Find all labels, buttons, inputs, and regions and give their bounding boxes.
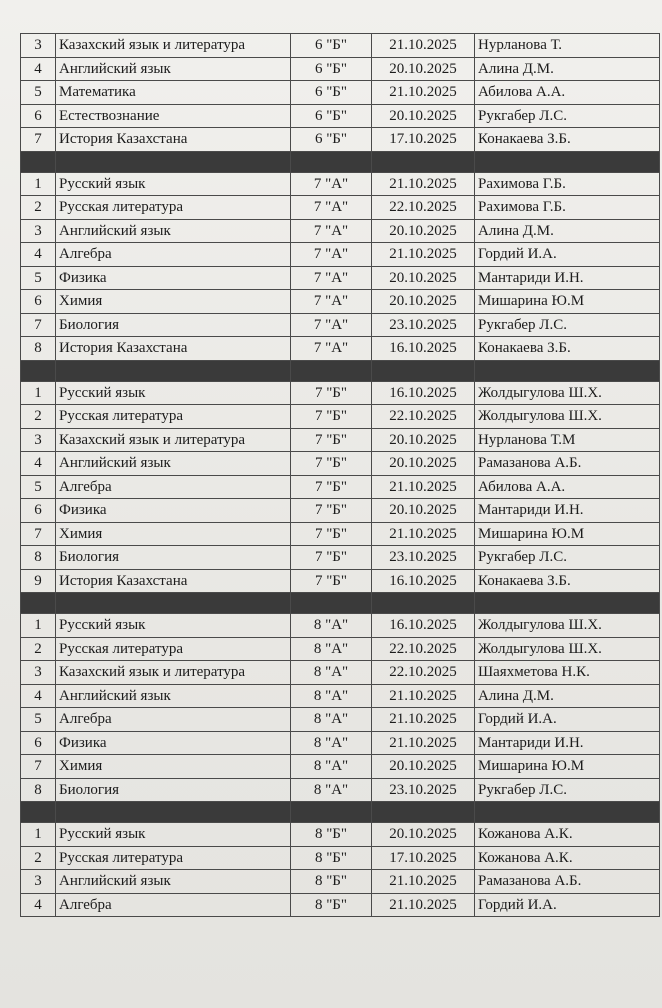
class-cell: 6 "Б"	[291, 57, 372, 81]
separator-cell	[372, 360, 475, 381]
table-row	[21, 708, 660, 732]
class-cell: 7 "А"	[291, 219, 372, 243]
class-cell: 8 "А"	[291, 637, 372, 661]
separator-cell	[21, 360, 56, 381]
class-cell: 8 "А"	[291, 661, 372, 685]
row-number: 4	[21, 893, 56, 917]
subject-cell: Английский язык	[56, 57, 291, 81]
table-row	[21, 381, 660, 405]
table-row	[21, 128, 660, 152]
date-cell: 20.10.2025	[372, 452, 475, 476]
table-row	[21, 546, 660, 570]
separator-cell	[21, 802, 56, 823]
row-number: 7	[21, 755, 56, 779]
table-row	[21, 337, 660, 361]
table-row	[21, 172, 660, 196]
separator-cell	[372, 151, 475, 172]
class-cell: 8 "А"	[291, 708, 372, 732]
date-cell: 16.10.2025	[372, 381, 475, 405]
row-number: 1	[21, 172, 56, 196]
subject-cell: Русская литература	[56, 846, 291, 870]
subject-cell: Алгебра	[56, 708, 291, 732]
row-number: 2	[21, 846, 56, 870]
class-cell: 7 "А"	[291, 313, 372, 337]
subject-cell: Биология	[56, 778, 291, 802]
teacher-cell: Гордий И.А.	[475, 708, 660, 732]
date-cell: 20.10.2025	[372, 823, 475, 847]
subject-cell: Химия	[56, 290, 291, 314]
row-number: 7	[21, 522, 56, 546]
subject-cell: Химия	[56, 755, 291, 779]
date-cell: 22.10.2025	[372, 405, 475, 429]
schedule-table-body	[21, 34, 660, 917]
subject-cell: Английский язык	[56, 684, 291, 708]
table-row	[21, 755, 660, 779]
date-cell: 21.10.2025	[372, 172, 475, 196]
class-cell: 8 "А"	[291, 614, 372, 638]
table-row	[21, 731, 660, 755]
subject-cell: Русский язык	[56, 381, 291, 405]
class-cell: 8 "А"	[291, 755, 372, 779]
date-cell: 20.10.2025	[372, 266, 475, 290]
date-cell: 21.10.2025	[372, 522, 475, 546]
separator-cell	[475, 802, 660, 823]
teacher-cell: Рамазанова А.Б.	[475, 870, 660, 894]
table-row	[21, 893, 660, 917]
table-row	[21, 290, 660, 314]
date-cell: 16.10.2025	[372, 614, 475, 638]
separator-cell	[56, 151, 291, 172]
row-number: 7	[21, 128, 56, 152]
teacher-cell: Рамазанова А.Б.	[475, 452, 660, 476]
separator-cell	[475, 593, 660, 614]
subject-cell: Русский язык	[56, 172, 291, 196]
date-cell: 20.10.2025	[372, 499, 475, 523]
date-cell: 22.10.2025	[372, 661, 475, 685]
table-row	[21, 614, 660, 638]
teacher-cell: Абилова А.А.	[475, 475, 660, 499]
table-row	[21, 452, 660, 476]
row-number: 9	[21, 569, 56, 593]
row-number: 5	[21, 81, 56, 105]
row-number: 7	[21, 313, 56, 337]
separator-cell	[372, 802, 475, 823]
date-cell: 21.10.2025	[372, 731, 475, 755]
subject-cell: Английский язык	[56, 870, 291, 894]
table-row	[21, 243, 660, 267]
class-cell: 7 "А"	[291, 290, 372, 314]
row-number: 5	[21, 266, 56, 290]
subject-cell: История Казахстана	[56, 128, 291, 152]
date-cell: 23.10.2025	[372, 778, 475, 802]
row-number: 5	[21, 475, 56, 499]
teacher-cell: Жолдыгулова Ш.Х.	[475, 405, 660, 429]
teacher-cell: Жолдыгулова Ш.Х.	[475, 637, 660, 661]
row-number: 2	[21, 196, 56, 220]
separator-cell	[291, 593, 372, 614]
teacher-cell: Мантариди И.Н.	[475, 731, 660, 755]
table-row	[21, 313, 660, 337]
teacher-cell: Шаяхметова Н.К.	[475, 661, 660, 685]
subject-cell: Физика	[56, 731, 291, 755]
table-row	[21, 475, 660, 499]
table-row	[21, 684, 660, 708]
subject-cell: Естествознание	[56, 104, 291, 128]
table-row	[21, 81, 660, 105]
class-cell: 7 "А"	[291, 196, 372, 220]
group-separator	[21, 593, 660, 614]
date-cell: 23.10.2025	[372, 313, 475, 337]
class-cell: 7 "Б"	[291, 452, 372, 476]
subject-cell: Физика	[56, 266, 291, 290]
date-cell: 16.10.2025	[372, 569, 475, 593]
subject-cell: Алгебра	[56, 475, 291, 499]
teacher-cell: Алина Д.М.	[475, 684, 660, 708]
table-row	[21, 266, 660, 290]
teacher-cell: Мишарина Ю.М	[475, 755, 660, 779]
date-cell: 23.10.2025	[372, 546, 475, 570]
row-number: 6	[21, 104, 56, 128]
class-cell: 7 "А"	[291, 172, 372, 196]
row-number: 4	[21, 452, 56, 476]
date-cell: 20.10.2025	[372, 755, 475, 779]
class-cell: 8 "Б"	[291, 893, 372, 917]
teacher-cell: Мантариди И.Н.	[475, 499, 660, 523]
group-separator	[21, 151, 660, 172]
subject-cell: Математика	[56, 81, 291, 105]
date-cell: 21.10.2025	[372, 684, 475, 708]
table-row	[21, 405, 660, 429]
class-cell: 6 "Б"	[291, 104, 372, 128]
teacher-cell: Нурланова Т.М	[475, 428, 660, 452]
subject-cell: Русский язык	[56, 823, 291, 847]
teacher-cell: Рахимова Г.Б.	[475, 196, 660, 220]
row-number: 2	[21, 405, 56, 429]
subject-cell: Английский язык	[56, 452, 291, 476]
row-number: 6	[21, 731, 56, 755]
table-row	[21, 34, 660, 58]
subject-cell: Русская литература	[56, 405, 291, 429]
teacher-cell: Мишарина Ю.М	[475, 290, 660, 314]
teacher-cell: Абилова А.А.	[475, 81, 660, 105]
teacher-cell: Жолдыгулова Ш.Х.	[475, 614, 660, 638]
separator-cell	[56, 593, 291, 614]
table-row	[21, 637, 660, 661]
row-number: 6	[21, 499, 56, 523]
teacher-cell: Рукгабер Л.С.	[475, 104, 660, 128]
subject-cell: Физика	[56, 499, 291, 523]
date-cell: 21.10.2025	[372, 708, 475, 732]
date-cell: 21.10.2025	[372, 34, 475, 58]
class-cell: 8 "А"	[291, 731, 372, 755]
class-cell: 7 "Б"	[291, 499, 372, 523]
teacher-cell: Конакаева З.Б.	[475, 569, 660, 593]
row-number: 3	[21, 219, 56, 243]
subject-cell: История Казахстана	[56, 337, 291, 361]
date-cell: 22.10.2025	[372, 637, 475, 661]
subject-cell: Биология	[56, 546, 291, 570]
teacher-cell: Жолдыгулова Ш.Х.	[475, 381, 660, 405]
separator-cell	[372, 593, 475, 614]
teacher-cell: Мантариди И.Н.	[475, 266, 660, 290]
group-separator	[21, 802, 660, 823]
row-number: 6	[21, 290, 56, 314]
teacher-cell: Нурланова Т.	[475, 34, 660, 58]
date-cell: 20.10.2025	[372, 219, 475, 243]
date-cell: 20.10.2025	[372, 290, 475, 314]
teacher-cell: Конакаева З.Б.	[475, 337, 660, 361]
table-row	[21, 522, 660, 546]
separator-cell	[291, 802, 372, 823]
row-number: 4	[21, 684, 56, 708]
date-cell: 16.10.2025	[372, 337, 475, 361]
table-row	[21, 569, 660, 593]
subject-cell: История Казахстана	[56, 569, 291, 593]
class-cell: 6 "Б"	[291, 128, 372, 152]
subject-cell: Казахский язык и литература	[56, 661, 291, 685]
date-cell: 21.10.2025	[372, 870, 475, 894]
class-cell: 7 "Б"	[291, 428, 372, 452]
class-cell: 7 "А"	[291, 243, 372, 267]
teacher-cell: Конакаева З.Б.	[475, 128, 660, 152]
row-number: 8	[21, 546, 56, 570]
teacher-cell: Гордий И.А.	[475, 243, 660, 267]
date-cell: 21.10.2025	[372, 475, 475, 499]
subject-cell: Английский язык	[56, 219, 291, 243]
class-cell: 7 "Б"	[291, 522, 372, 546]
table-row	[21, 661, 660, 685]
date-cell: 20.10.2025	[372, 57, 475, 81]
table-row	[21, 870, 660, 894]
class-cell: 7 "Б"	[291, 569, 372, 593]
schedule-table	[20, 33, 660, 917]
table-row	[21, 499, 660, 523]
table-row	[21, 428, 660, 452]
class-cell: 8 "Б"	[291, 846, 372, 870]
subject-cell: Химия	[56, 522, 291, 546]
class-cell: 7 "Б"	[291, 475, 372, 499]
subject-cell: Алгебра	[56, 893, 291, 917]
date-cell: 21.10.2025	[372, 893, 475, 917]
table-row	[21, 104, 660, 128]
separator-cell	[291, 360, 372, 381]
class-cell: 7 "А"	[291, 266, 372, 290]
teacher-cell: Кожанова А.К.	[475, 823, 660, 847]
row-number: 3	[21, 661, 56, 685]
class-cell: 8 "А"	[291, 778, 372, 802]
date-cell: 17.10.2025	[372, 128, 475, 152]
teacher-cell: Алина Д.М.	[475, 57, 660, 81]
table-row	[21, 219, 660, 243]
teacher-cell: Кожанова А.К.	[475, 846, 660, 870]
teacher-cell: Рукгабер Л.С.	[475, 546, 660, 570]
row-number: 8	[21, 337, 56, 361]
class-cell: 6 "Б"	[291, 81, 372, 105]
row-number: 1	[21, 823, 56, 847]
subject-cell: Казахский язык и литература	[56, 34, 291, 58]
teacher-cell: Алина Д.М.	[475, 219, 660, 243]
separator-cell	[21, 151, 56, 172]
subject-cell: Алгебра	[56, 243, 291, 267]
class-cell: 7 "Б"	[291, 381, 372, 405]
table-row	[21, 196, 660, 220]
date-cell: 21.10.2025	[372, 243, 475, 267]
table-row	[21, 823, 660, 847]
separator-cell	[475, 360, 660, 381]
row-number: 1	[21, 614, 56, 638]
subject-cell: Русская литература	[56, 196, 291, 220]
row-number: 4	[21, 57, 56, 81]
teacher-cell: Рукгабер Л.С.	[475, 313, 660, 337]
class-cell: 8 "Б"	[291, 823, 372, 847]
table-row	[21, 846, 660, 870]
class-cell: 8 "А"	[291, 684, 372, 708]
row-number: 3	[21, 870, 56, 894]
separator-cell	[475, 151, 660, 172]
class-cell: 7 "А"	[291, 337, 372, 361]
class-cell: 8 "Б"	[291, 870, 372, 894]
date-cell: 22.10.2025	[372, 196, 475, 220]
separator-cell	[291, 151, 372, 172]
date-cell: 20.10.2025	[372, 428, 475, 452]
row-number: 4	[21, 243, 56, 267]
date-cell: 17.10.2025	[372, 846, 475, 870]
group-separator	[21, 360, 660, 381]
row-number: 3	[21, 34, 56, 58]
teacher-cell: Рукгабер Л.С.	[475, 778, 660, 802]
separator-cell	[21, 593, 56, 614]
row-number: 3	[21, 428, 56, 452]
teacher-cell: Мишарина Ю.М	[475, 522, 660, 546]
table-row	[21, 778, 660, 802]
row-number: 8	[21, 778, 56, 802]
date-cell: 21.10.2025	[372, 81, 475, 105]
table-row	[21, 57, 660, 81]
separator-cell	[56, 360, 291, 381]
subject-cell: Казахский язык и литература	[56, 428, 291, 452]
class-cell: 7 "Б"	[291, 405, 372, 429]
subject-cell: Русский язык	[56, 614, 291, 638]
row-number: 5	[21, 708, 56, 732]
separator-cell	[56, 802, 291, 823]
subject-cell: Русская литература	[56, 637, 291, 661]
class-cell: 7 "Б"	[291, 546, 372, 570]
class-cell: 6 "Б"	[291, 34, 372, 58]
subject-cell: Биология	[56, 313, 291, 337]
row-number: 1	[21, 381, 56, 405]
date-cell: 20.10.2025	[372, 104, 475, 128]
teacher-cell: Гордий И.А.	[475, 893, 660, 917]
teacher-cell: Рахимова Г.Б.	[475, 172, 660, 196]
row-number: 2	[21, 637, 56, 661]
